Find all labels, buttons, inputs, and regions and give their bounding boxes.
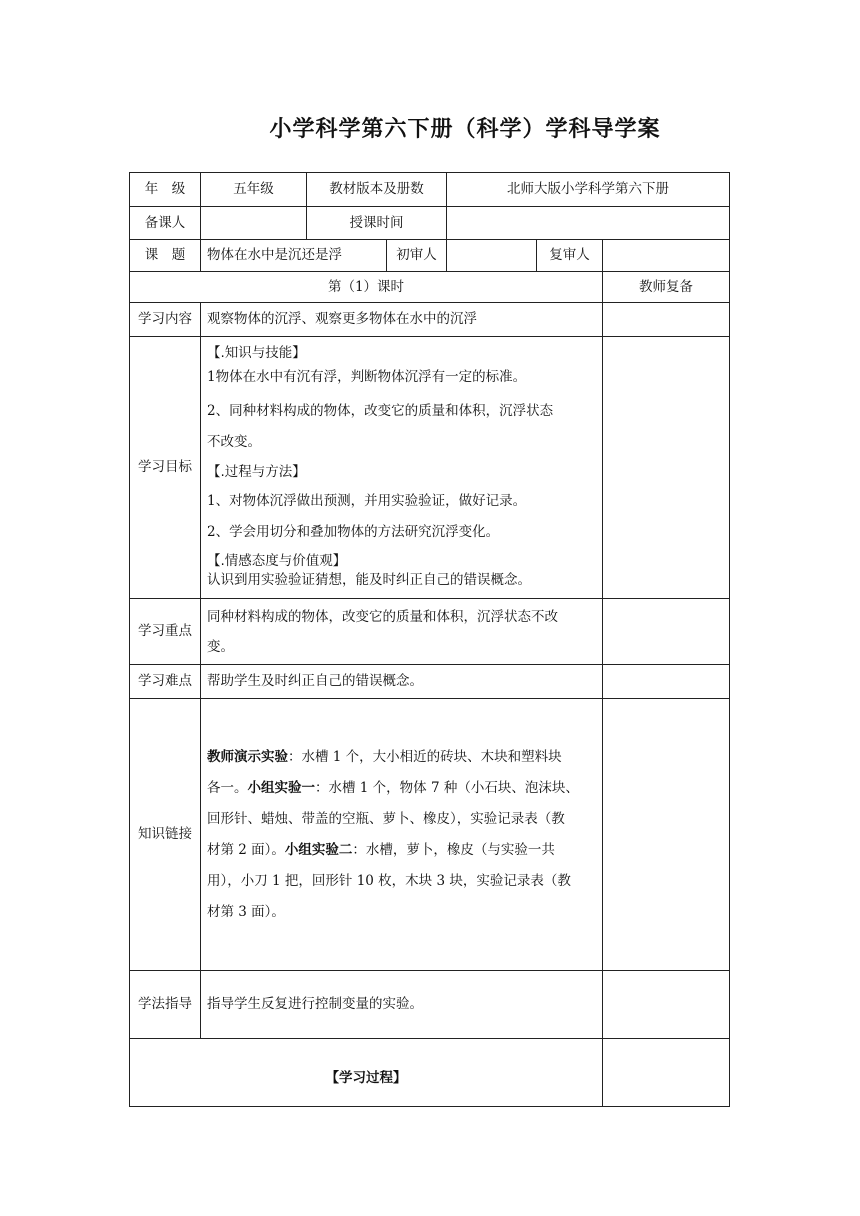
preparer-value [201,207,307,240]
knowledge-label: 知识链接 [130,699,201,971]
grade-value: 五年级 [201,173,307,207]
process-teacher-note [603,1039,730,1107]
difficulty-teacher-note [603,665,730,699]
first-reviewer-label: 初审人 [387,240,447,272]
method-teacher-note [603,971,730,1039]
method-text: 指导学生反复进行控制变量的实验。 [201,971,603,1039]
topic-label: 课 题 [130,240,201,272]
knowledge-teacher-demo-text-2: 各一。 [207,779,248,796]
goals-item-2b: 不改变。 [207,434,261,450]
goals-teacher-note [603,337,730,599]
row-lesson [130,272,730,303]
process-heading: 【学习过程】 [130,1039,603,1107]
textbook-value: 北师大版小学科学第六下册 [447,173,730,207]
goals-item-5: 认识到用实验验证猜想，能及时纠正自己的错误概念。 [207,572,531,588]
row-key-point [130,599,730,665]
key-point-teacher-note [603,599,730,665]
goals-heading-attitude: 【.情感态度与价值观】 [207,553,347,569]
second-reviewer-label: 复审人 [537,240,603,272]
textbook-label: 教材版本及册数 [307,173,447,207]
knowledge-group-1-text-3: 材第 2 面）。 [207,841,285,858]
knowledge-group-1-title: 小组实验一 [247,779,315,796]
time-value [447,207,730,240]
goals-heading-knowledge: 【.知识与技能】 [207,345,306,361]
key-point-line-2: 变。 [207,638,234,655]
difficulty-label: 学习难点 [130,665,201,699]
page-title: 小学科学第六下册（科学）学科导学案 [269,117,661,142]
knowledge-group-1-text: ：水槽 1 个，物体 7 种（小石块、泡沫块、 [315,779,579,796]
goals-item-3: 1、对物体沉浮做出预测，并用实验验证，做好记录。 [207,493,527,509]
row-method [130,971,730,1039]
content-text: 观察物体的沉浮、观察更多物体在水中的沉浮 [201,303,603,337]
teacher-prep-header: 教师复备 [603,272,730,303]
goals-item-1: 1物体在水中有沉有浮，判断物体沉浮有一定的标准。 [207,369,527,385]
goals-item-2a: 2、同种材料构成的物体，改变它的质量和体积，沉浮状态 [207,403,554,419]
knowledge-teacher-demo-text: ：水槽 1 个，大小相近的砖块、木块和塑料块 [288,748,562,765]
row-goals [130,337,730,599]
knowledge-teacher-demo-title: 教师演示实验 [207,748,288,765]
preparer-label: 备课人 [130,207,201,240]
first-reviewer-value [447,240,537,272]
knowledge-text [201,699,603,971]
key-point-text [201,599,603,665]
row-knowledge [130,699,730,971]
knowledge-group-2-text-2: 用），小刀 1 把，回形针 10 枚，木块 3 块，实验记录表（教 [207,872,571,889]
goals-content [201,337,603,599]
content-teacher-note [603,303,730,337]
knowledge-teacher-note [603,699,730,971]
key-point-line-1: 同种材料构成的物体，改变它的质量和体积，沉浮状态不改 [207,608,558,625]
content-label: 学习内容 [130,303,201,337]
knowledge-group-2-title: 小组实验二 [284,841,353,858]
lesson-number: 第（1）课时 [130,272,603,303]
method-label: 学法指导 [130,971,201,1039]
goals-item-4: 2、学会用切分和叠加物体的方法研究沉浮变化。 [207,524,500,540]
goals-heading-process: 【.过程与方法】 [207,464,306,480]
row-process [130,1039,730,1107]
lesson-plan-table [129,172,730,1107]
key-point-label: 学习重点 [130,599,201,665]
time-label: 授课时间 [307,207,447,240]
knowledge-group-2-text: ：水槽，萝卜，橡皮（与实验一共 [352,841,555,858]
knowledge-group-2-text-3: 材第 3 面）。 [207,903,285,920]
knowledge-group-1-text-2: 回形针、蜡烛、带盖的空瓶、萝卜、橡皮），实验记录表（教 [207,810,565,827]
second-reviewer-value [603,240,730,272]
row-content [130,303,730,337]
grade-label: 年 级 [130,173,201,207]
difficulty-text: 帮助学生及时纠正自己的错误概念。 [201,665,603,699]
row-topic [130,240,730,272]
row-preparer [130,207,730,240]
topic-value: 物体在水中是沉还是浮 [201,240,387,272]
row-grade [130,173,730,207]
goals-label: 学习目标 [130,337,201,599]
row-difficulty [130,665,730,699]
